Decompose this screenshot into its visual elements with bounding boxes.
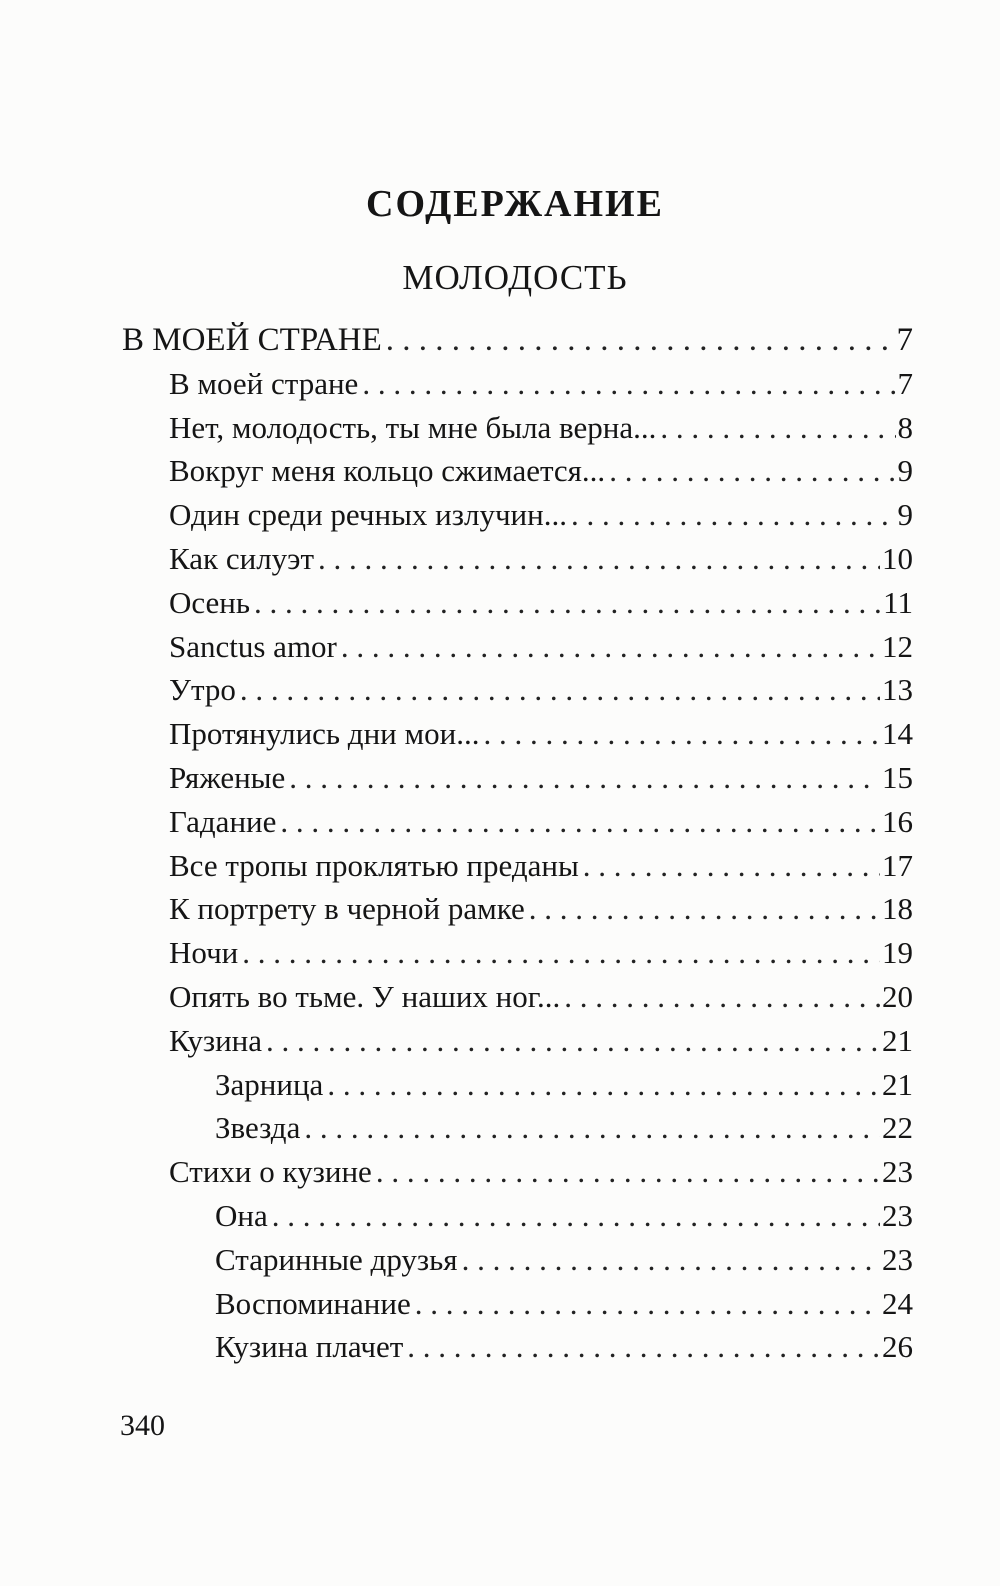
toc-entry-page: 22 — [882, 1110, 913, 1145]
toc-entry-title: Утро — [169, 672, 236, 707]
toc-entry-page: 24 — [882, 1286, 913, 1321]
toc-entry-page: 20 — [882, 979, 913, 1014]
page-number: 340 — [120, 1409, 165, 1442]
dot-leader — [386, 320, 895, 360]
toc-entry — [169, 714, 913, 754]
toc-entry-title: Зарница — [215, 1067, 324, 1102]
toc-entry-title: В моей стране — [169, 366, 359, 401]
dot-leader — [660, 408, 895, 448]
toc-entry-title: Ночи — [169, 935, 239, 970]
toc-entry — [169, 451, 913, 491]
page-title: СОДЕРЖАНИЕ — [366, 183, 664, 225]
toc-entry — [215, 1065, 913, 1105]
toc-entry — [122, 320, 913, 360]
toc-entry — [215, 1108, 913, 1148]
dot-leader — [564, 977, 880, 1017]
toc-entry-page: 14 — [882, 716, 913, 751]
toc-entry — [169, 933, 913, 973]
toc-entry — [169, 889, 913, 929]
toc-entry-title: Нет, молодость, ты мне была верна... — [169, 410, 657, 445]
toc-entry-title: Старинные друзья — [215, 1242, 458, 1277]
dot-leader — [327, 1065, 880, 1105]
toc-entry-page: 23 — [882, 1198, 913, 1233]
toc-entry-title: Все тропы проклятью преданы — [169, 848, 579, 883]
toc-entry-page: 16 — [882, 804, 913, 839]
toc-entry-page: 17 — [882, 848, 913, 883]
toc-entry-page: 26 — [882, 1329, 913, 1364]
dot-leader — [529, 889, 880, 929]
dot-leader — [483, 714, 880, 754]
toc-entry — [169, 539, 913, 579]
toc-entry-page: 18 — [882, 891, 913, 926]
toc-entry-title: Один среди речных излучин... — [169, 497, 567, 532]
toc-entry-page: 15 — [882, 760, 913, 795]
toc-entry-title: Она — [215, 1198, 268, 1233]
toc-entry — [215, 1240, 913, 1280]
toc-entry-title: Ряженые — [169, 760, 286, 795]
dot-leader — [341, 627, 880, 667]
toc-entry-title: В МОЕЙ СТРАНЕ — [122, 322, 382, 358]
dot-leader — [415, 1284, 880, 1324]
dot-leader — [583, 846, 880, 886]
toc-entry — [169, 627, 913, 667]
dot-leader — [318, 539, 880, 579]
toc-entry — [169, 495, 913, 535]
toc-entry-title: К портрету в черной рамке — [169, 891, 525, 926]
toc-entry — [169, 846, 913, 886]
dot-leader — [571, 495, 896, 535]
toc-entry-title: Кузина плачет — [215, 1329, 404, 1364]
toc-entry — [169, 758, 913, 798]
toc-entry-page: 12 — [882, 629, 913, 664]
toc-entry-title: Воспоминание — [215, 1286, 411, 1321]
dot-leader — [407, 1327, 880, 1367]
toc-entry-page: 10 — [882, 541, 913, 576]
toc-entry-title: Стихи о кузине — [169, 1154, 372, 1189]
dot-leader — [240, 670, 880, 710]
toc-entry — [215, 1196, 913, 1236]
dot-leader — [304, 1108, 880, 1148]
toc-entry — [215, 1327, 913, 1367]
toc-entry-page: 23 — [882, 1242, 913, 1277]
toc-entry — [215, 1284, 913, 1324]
toc-entry-title: Sanctus amor — [169, 629, 337, 664]
toc-entry-title: Вокруг меня кольцо сжимается... — [169, 453, 606, 488]
dot-leader — [376, 1152, 880, 1192]
toc-entry-page: 23 — [882, 1154, 913, 1189]
dot-leader — [609, 451, 895, 491]
toc-entry — [169, 583, 913, 623]
toc-entry-page: 21 — [882, 1023, 913, 1058]
toc-entry — [169, 1152, 913, 1192]
dot-leader — [280, 802, 880, 842]
toc-entry-page: 13 — [882, 672, 913, 707]
toc-entry-page: 21 — [882, 1067, 913, 1102]
dot-leader — [254, 583, 881, 623]
section-title: МОЛОДОСТЬ — [402, 258, 628, 297]
toc-entry-title: Кузина — [169, 1023, 263, 1058]
toc-entry-page: 11 — [883, 585, 913, 620]
toc-entry-title: Протянулись дни мои... — [169, 716, 480, 751]
toc-entry — [169, 408, 913, 448]
dot-leader — [242, 933, 880, 973]
toc-entry — [169, 1021, 913, 1061]
toc-entry-title: Звезда — [215, 1110, 301, 1145]
toc-entry-title: Осень — [169, 585, 251, 620]
toc-entry-page: 8 — [897, 410, 913, 445]
toc-entry-page: 7 — [896, 322, 913, 358]
dot-leader — [272, 1196, 880, 1236]
toc-entry-title: Опять во тьме. У наших ног... — [169, 979, 561, 1014]
toc-entry — [169, 802, 913, 842]
toc-entry — [169, 977, 913, 1017]
toc-entry-title: Как силуэт — [169, 541, 315, 576]
dot-leader — [289, 758, 880, 798]
dot-leader — [362, 364, 895, 404]
dot-leader — [266, 1021, 880, 1061]
toc-entry — [169, 670, 913, 710]
dot-leader — [462, 1240, 880, 1280]
toc-entry-title: Гадание — [169, 804, 277, 839]
toc-entry-page: 9 — [897, 497, 913, 532]
toc-entry-page: 9 — [897, 453, 913, 488]
toc-entry — [169, 364, 913, 404]
toc-entry-page: 19 — [882, 935, 913, 970]
toc-entry-page: 7 — [897, 366, 913, 401]
